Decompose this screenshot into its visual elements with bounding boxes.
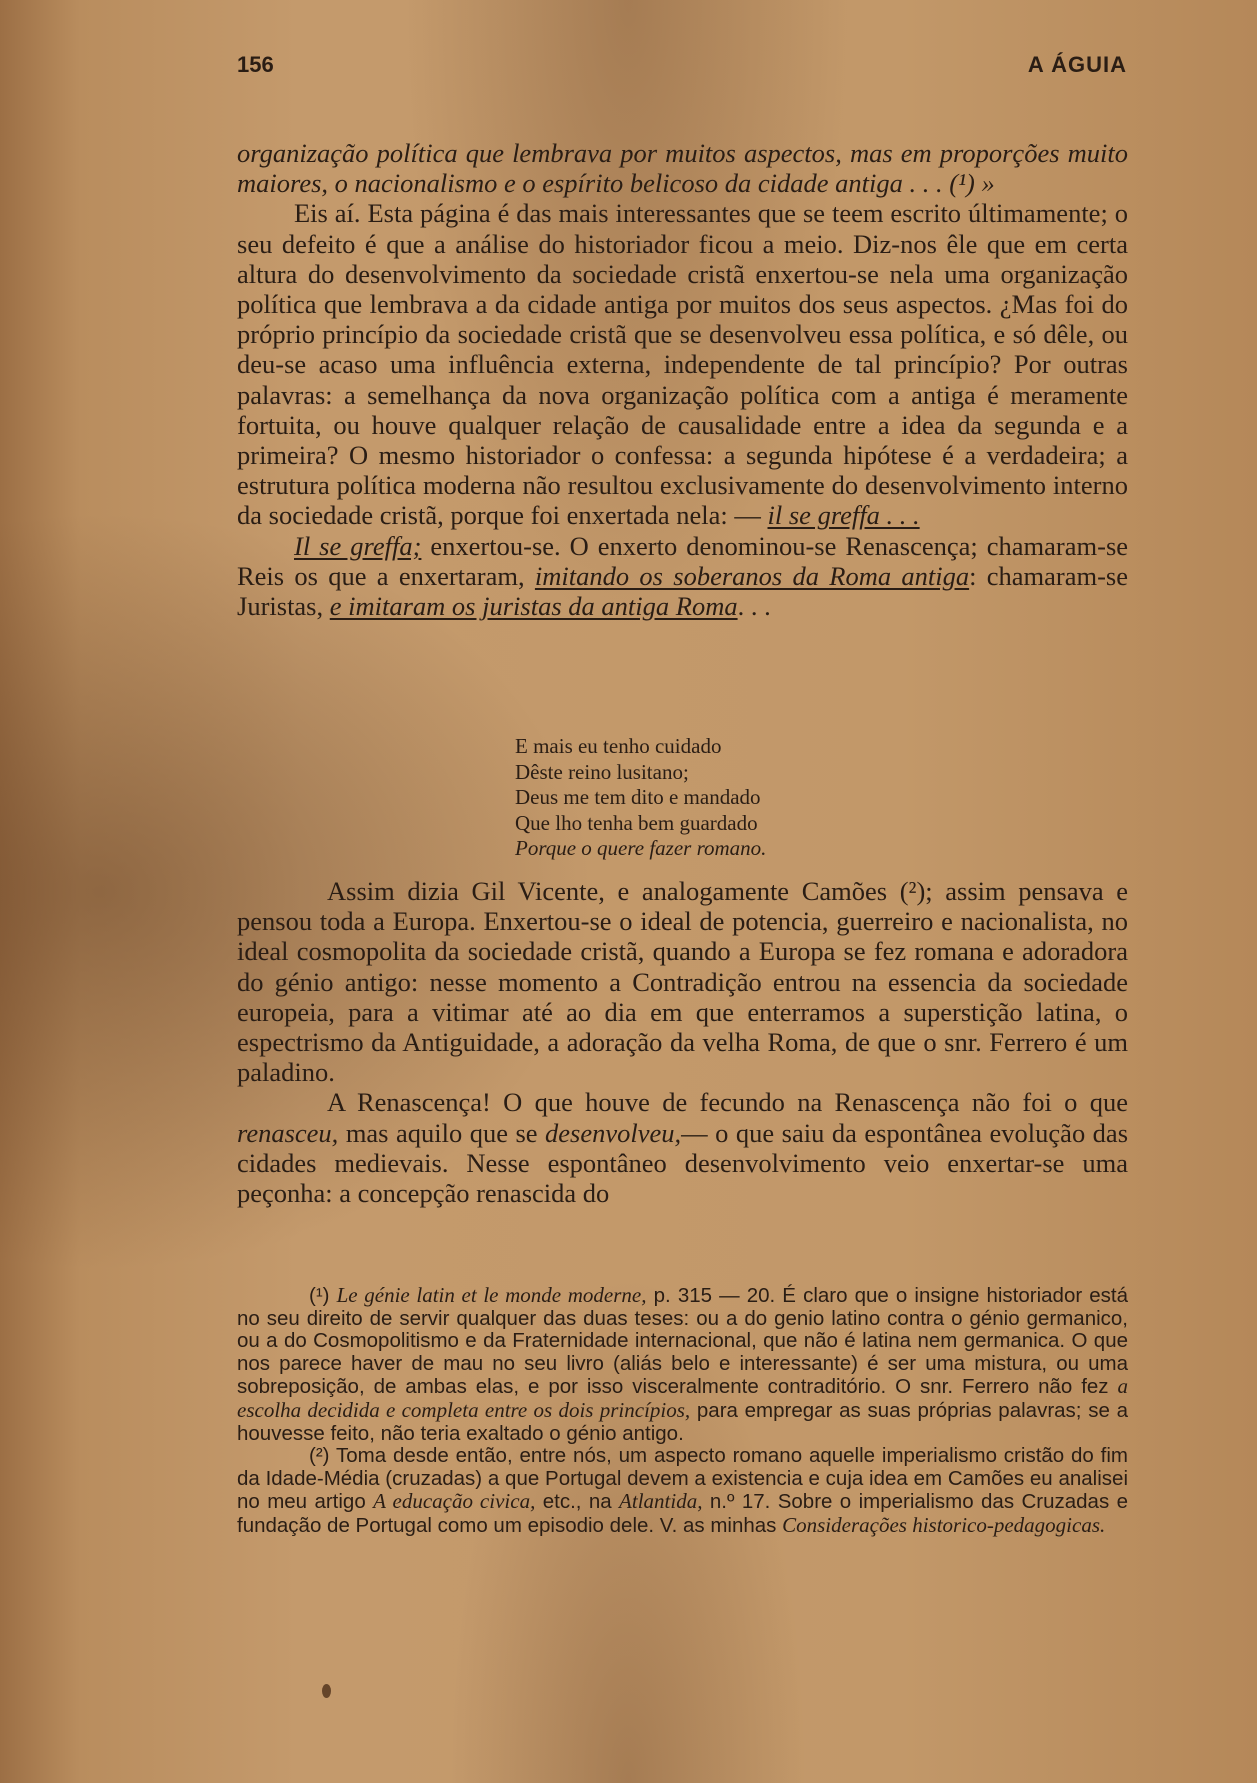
paragraph-text-part: A Renascença! O que houve de fecundo na Renascença não foi o que (327, 1087, 1128, 1118)
paragraph-text-part: : chamaram-se Juristas, (237, 560, 1128, 622)
italic-il-se-greffa: Il se greffa; (294, 530, 422, 561)
footnote-text-part: n.º 17. Sobre o imperialismo das Cruzadas e fundação de Portugal como um episodio dele. V. as minhas (237, 1490, 1128, 1537)
footnote-mark: (²) (309, 1444, 330, 1468)
paragraph-text-part: enxertou-se. O enxerto denominou-se Renascença; chamaram-se Reis os que a enxertaram, (237, 530, 1129, 591)
paragraph-text-part: . . . (737, 591, 771, 622)
main-text-continued (237, 876, 1128, 1208)
footnote-article-title: A educação civica, (373, 1489, 536, 1514)
poem-line: Que lho tenha bem guardado (515, 810, 758, 835)
italic-soberanos: imitando os soberanos da Roma antiga (534, 560, 970, 591)
footnote-journal-title: Atlantida, (619, 1489, 703, 1514)
footnote-1 (237, 1284, 1128, 1445)
paragraph-text-part: — o que saiu da espontânea evolução das cidades medievais. Nesse espontâneo desenvolvimento veio enxertar-se uma peçonha: a concepção renascida do (237, 1117, 1129, 1209)
paragraph-eis-ai-text: Eis aí. Esta página é das mais interessantes que se teem escrito últimamente; o seu defeito é que a análise do historiador ficou a meio. Diz-nos êle que em certa altura do desenvolvimento da sociedade cristã enxertou-se nela uma organização política que lembrava a da cidade antiga por muitos dos seus aspectos. ¿Mas foi do próprio princípio da sociedade cristã que se desenvolveu essa política, e só dêle, ou deu-se acaso uma influência externa, independente de tal princípio? Por outras palavras: a semelhança da nova organização política com a antiga é meramente fortuita, ou houve qualquer relação de causalidade entre a idea da segunda e a primeira? O mesmo historiador o confessa: a segunda hipótese é a verdadeira; a estrutura política moderna não resultou exclusivamente do desenvolvimento interno da sociedade cristã, porque foi enxertada nela: — (237, 198, 1128, 531)
paragraph-gil-vicente: Assim dizia Gil Vicente, e analogamente Camões (²); assim pensava e pensou toda a Europa. Enxertou-se o ideal de potencia, guerreiro e nacionalista, no ideal cosmopolita da sociedade cristã, quando a Europa se fez romana e adoradora do génio antigo: nesse momento a Contradição entrou na essencia da sociedade europeia, para a vitimar até ao dia em que enterramos a superstição latina, o espectrismo da Antiguidade, a adoração da velha Roma, de que o snr. Ferrero é um paladino. (237, 876, 1128, 1088)
footnote-text-part: p. 315 — 20. É claro que o insigne historiador está no seu direito de servir qualquer das duas teses: ou a do genio latino contra o génio germanico, ou a do Cosmopolitismo e da Fraternidade internacional, que não é latina nem germanica. O que nos parece haver de mau no seu livro (aliás belo e interessante) é ser uma mistura, ou uma sobreposição, de ambas elas, e por isso visceralmente contraditório. O snr. Ferrero não fez (237, 1284, 1129, 1399)
footnote-book-title-2: Considerações historico-pedagogicas. (782, 1512, 1106, 1537)
footnote-text-part: Toma desde então, entre nós, um aspecto romano aquelle imperialismo cristão do fim da Idade-Média (cruzadas) a que Portugal devem a existencia e cuja idea em Camões eu analisei no meu artigo (237, 1444, 1129, 1514)
footnote-mark: (¹) (309, 1284, 330, 1307)
main-text (237, 138, 1128, 621)
poem-gil-vicente (515, 734, 766, 862)
footnote-italic-phrase: a escolha decidida e completa entre os dois princípios, (237, 1374, 1128, 1422)
italic-renasceu: renasceu, (237, 1117, 339, 1148)
paragraph-renascenca-enxerto (237, 531, 1128, 622)
ink-stain (322, 1684, 331, 1698)
poem-line: E mais eu tenho cuidado (515, 734, 722, 758)
footnote-2 (237, 1445, 1128, 1537)
poem-line-last: Porque o quere fazer romano. (515, 836, 767, 860)
paragraph-text-part: mas aquilo que se (345, 1117, 538, 1148)
running-head: A ÁGUIA (1027, 52, 1127, 77)
poem-line: Dêste reino lusitano; (515, 759, 689, 784)
quote-il-se-greffa: il se greffa . . . (767, 500, 920, 531)
page-number: 156 (237, 52, 274, 77)
quoted-passage-end: organização política que lembrava por muitos aspectos, mas em proporções muito maiores, o nacionalismo e o espírito belicoso da cidade antiga . . . (¹) » (237, 138, 1128, 199)
footnotes (237, 1284, 1128, 1538)
italic-juristas: e imitaram os juristas da antiga Roma (329, 591, 738, 622)
footnote-text-part: para empregar as suas próprias palavras; se a houvesse feito, não teria exaltado o génio antigo. (237, 1398, 1128, 1445)
footnote-book-title: Le génie latin et le monde moderne, (336, 1283, 647, 1307)
page-header (237, 52, 1127, 82)
poem-line: Deus me tem dito e mandado (515, 785, 761, 809)
paragraph-eis-ai (237, 198, 1128, 530)
footnote-text-part: etc., na (542, 1490, 612, 1514)
paragraph-renascenca (237, 1087, 1128, 1208)
italic-desenvolveu: desenvolveu, (545, 1117, 682, 1148)
